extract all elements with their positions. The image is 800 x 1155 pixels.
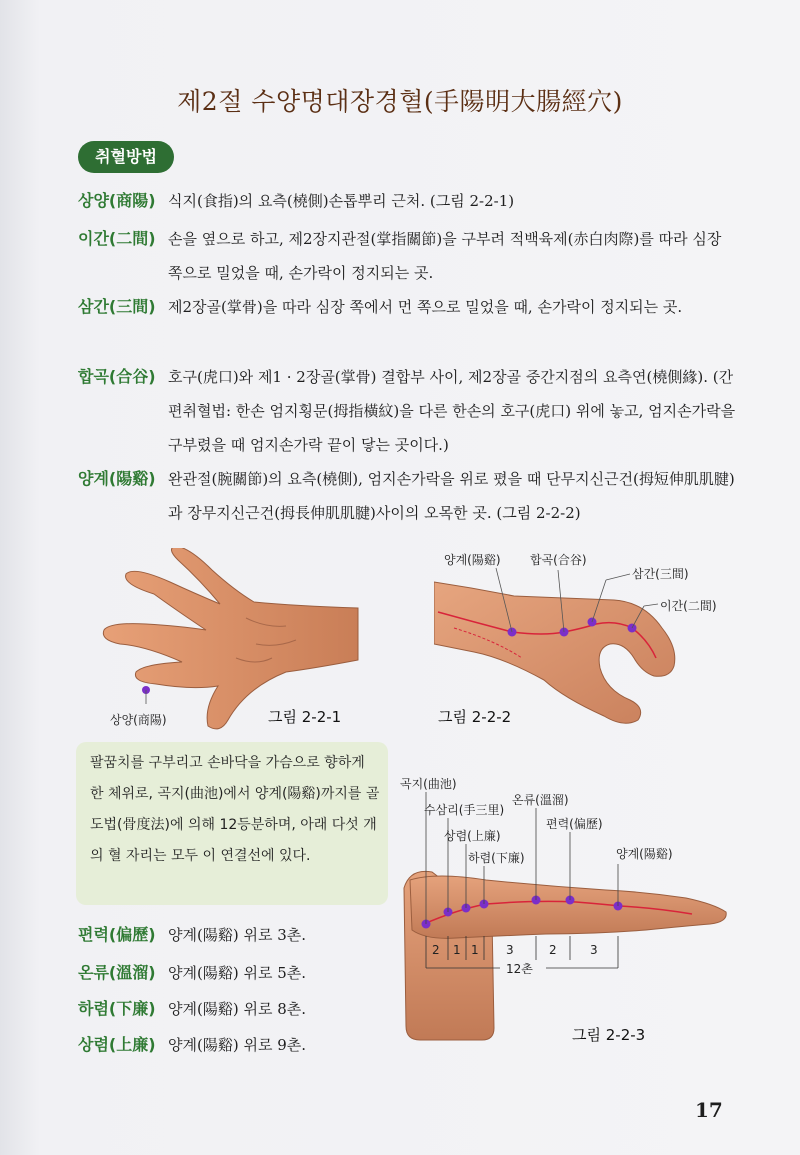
entry-term: 온류(溫溜) xyxy=(78,963,156,982)
point-label: 곡지(曲池) xyxy=(400,777,457,791)
hand-shape xyxy=(434,582,675,723)
point-label: 양계(陽谿) xyxy=(444,553,501,567)
entry-term: 합곡(合谷) xyxy=(78,367,156,386)
section-badge: 취혈방법 xyxy=(78,141,174,173)
segment-label: 2 xyxy=(432,943,440,957)
entry-term: 양계(陽谿) xyxy=(78,469,156,488)
entry-desc: 호구(虎口)와 제1 · 2장골(掌骨) 결합부 사이, 제2장골 중간지점의 요측연(橈側緣). (간편취혈법: 한손 엄지횡문(拇指橫紋)을 다른 한손의 호구(虎口) 위에 놓고, 엄지손가락을 구부렸을 때 엄지손가락 끝이 닿는 곳이다.) xyxy=(168,368,736,454)
entry-desc: 양계(陽谿) 위로 8촌. xyxy=(168,1000,307,1018)
point-label: 온류(溫溜) xyxy=(512,793,569,807)
figure-caption: 그림 2-2-1 xyxy=(268,708,342,726)
forearm-shape xyxy=(410,876,726,938)
segment-label: 1 xyxy=(471,943,479,957)
segment-label: 3 xyxy=(506,943,514,957)
point-label: 이간(二間) xyxy=(660,599,717,613)
entry-desc: 완관절(腕關節)의 요측(橈側), 엄지손가락을 위로 폈을 때 단무지신근건(拇短伸肌肌腱)과 장무지신근건(拇長伸肌肌腱)사이의 오목한 곳. (그림 2-2-2) xyxy=(168,470,735,522)
entry-term: 편력(偏歷) xyxy=(78,925,156,944)
entry-term: 상렴(上廉) xyxy=(78,1035,156,1054)
total-length-label: 12촌 xyxy=(506,962,533,976)
point-label: 수삼리(手三里) xyxy=(424,803,505,817)
segment-label: 1 xyxy=(453,943,461,957)
point-label: 상렴(上廉) xyxy=(444,829,501,843)
segment-label: 2 xyxy=(549,943,557,957)
figure-forearm xyxy=(396,768,736,1068)
entry-term: 하렴(下廉) xyxy=(78,999,156,1018)
entry-desc: 손을 옆으로 하고, 제2장지관절(掌指關節)을 구부려 적백육제(赤白肉際)를 따라 심장 쪽으로 밀었을 때, 손가락이 정지되는 곳. xyxy=(168,230,722,282)
page-number: 17 xyxy=(695,1098,723,1122)
entry-term: 삼간(三間) xyxy=(78,297,156,316)
point-label: 합곡(合谷) xyxy=(530,553,587,567)
note-text: 팔꿈치를 구부리고 손바닥을 가슴으로 향하게 한 체위로, 곡지(曲池)에서 양계(陽谿)까지를 골도법(骨度法)에 의해 12등분하며, 아래 다섯 개의 혈 자리는 모두 이 연결선에 있다. xyxy=(90,755,380,864)
segment-label: 3 xyxy=(590,943,598,957)
entry-desc: 양계(陽谿) 위로 3촌. xyxy=(168,926,307,944)
hand-shape xyxy=(103,548,358,729)
entry-term: 상양(商陽) xyxy=(78,191,156,210)
note-box xyxy=(76,742,388,905)
point-label: 삼간(三間) xyxy=(632,567,689,581)
point-label: 하렴(下廉) xyxy=(468,851,525,865)
figure-caption: 그림 2-2-3 xyxy=(572,1026,646,1044)
entry-desc: 식지(食指)의 요측(橈側)손톱뿌리 근처. (그림 2-2-1) xyxy=(168,192,515,210)
entry-desc: 제2장골(掌骨)을 따라 심장 쪽에서 먼 쪽으로 밀었을 때, 손가락이 정지되는 곳. xyxy=(168,298,683,316)
figure-caption: 그림 2-2-2 xyxy=(438,708,512,726)
entry-desc: 양계(陽谿) 위로 9촌. xyxy=(168,1036,307,1054)
entry-term: 이간(二間) xyxy=(78,229,156,248)
point-label: 양계(陽谿) xyxy=(616,847,673,861)
page-title: 제2절 수양명대장경혈(手陽明大腸經穴) xyxy=(177,87,623,116)
entry-desc: 양계(陽谿) 위로 5촌. xyxy=(168,964,307,982)
point-label: 상양(商陽) xyxy=(110,713,167,727)
point-label: 편력(偏歷) xyxy=(546,817,603,831)
